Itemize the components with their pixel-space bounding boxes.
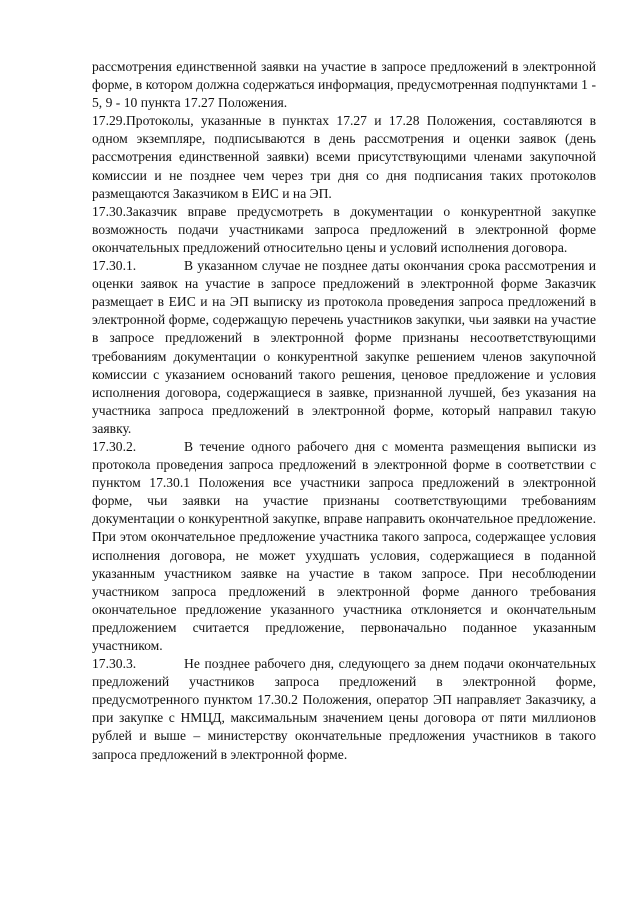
subparagraph-number: 17.30.2. (92, 438, 137, 454)
paragraph-text: рассмотрения единственной заявки на участие в запросе предложений в электронной форме, в котором должна содержаться информация, предусмотренная подпунктами 1 - 5, 9 - 10 пункта 17.27 Положения. (92, 59, 596, 111)
paragraph-text: Не позднее рабочего дня, следующего за днем подачи окончательных предложений участников запроса предложений в электронной форме, предусмотренного пунктом 17.30.2 Положения, оператор ЭП направляет Заказчику, а при закупке с НМЦД, максимальным значением цены договора от пяти миллионов рублей и выше – министерству окончательные предложения участников в такого запроса предложений в электронной форме. (92, 656, 596, 762)
paragraph-17-30-3 (92, 655, 596, 764)
paragraph-17-30 (92, 203, 596, 257)
document-page (92, 58, 596, 764)
paragraph-text: 17.30.Заказчик вправе предусмотреть в документации о конкурентной закупке возможность подачи участниками запроса предложений в электронной форме окончательных предложений относительно цены и условий исполнения договора. (92, 203, 596, 255)
paragraph-17-30-2 (92, 438, 596, 655)
subparagraph-number: 17.30.1. (92, 258, 137, 274)
paragraph-17-29 (92, 112, 596, 202)
paragraph-text: 17.29.Протоколы, указанные в пунктах 17.27 и 17.28 Положения, составляются в одном экземпляре, подписываются в день рассмотрения и оценки заявок (день рассмотрения единственной заявки) всеми присутствующими членами закупочной комиссии и не позднее чем через три дня со дня подписания таких протоколов размещаются Заказчиком в ЕИС и на ЭП. (92, 113, 596, 201)
paragraph-17-30-1 (92, 257, 596, 438)
subparagraph-number: 17.30.3. (92, 656, 137, 672)
paragraph-text: В течение одного рабочего дня с момента размещения выписки из протокола проведения запроса предложений в электронной форме в соответствии с пунктом 17.30.1 Положения все участники запроса предложений в электронной форме, чьи заявки на участие признаны соответствующими требованиям документации о конкурентной закупке, вправе направить окончательное предложение. При этом окончательное предложение участника такого запроса, содержащее условия исполнения договора, не может ухудшать условия, содержащиеся в поданной указанным участником заявке на участие в таком запросе. При несоблюдении участником запроса предложений в электронной форме данного требования окончательное предложение указанного участника отклоняется и окончательным предложением считается предложение, первоначально поданное указанным участником. (92, 438, 596, 653)
paragraph-text: В указанном случае не позднее даты окончания срока рассмотрения и оценки заявок на участие в запросе предложений в электронной форме Заказчик размещает в ЕИС и на ЭП выписку из протокола проведения запроса предложений в электронной форме, содержащую перечень участников закупки, чьи заявки на участие в запросе предложений в электронной форме признаны несоответствующими требованиям документации о конкурентной закупке решением членов закупочной комиссии с указанием оснований такого решения, ценовое предложение и условия исполнения договора, содержащиеся в заявке, признанной лучшей, без указания на участника запроса предложений в электронной форме, который направил такую заявку. (92, 258, 596, 436)
paragraph-continuation (92, 58, 596, 112)
